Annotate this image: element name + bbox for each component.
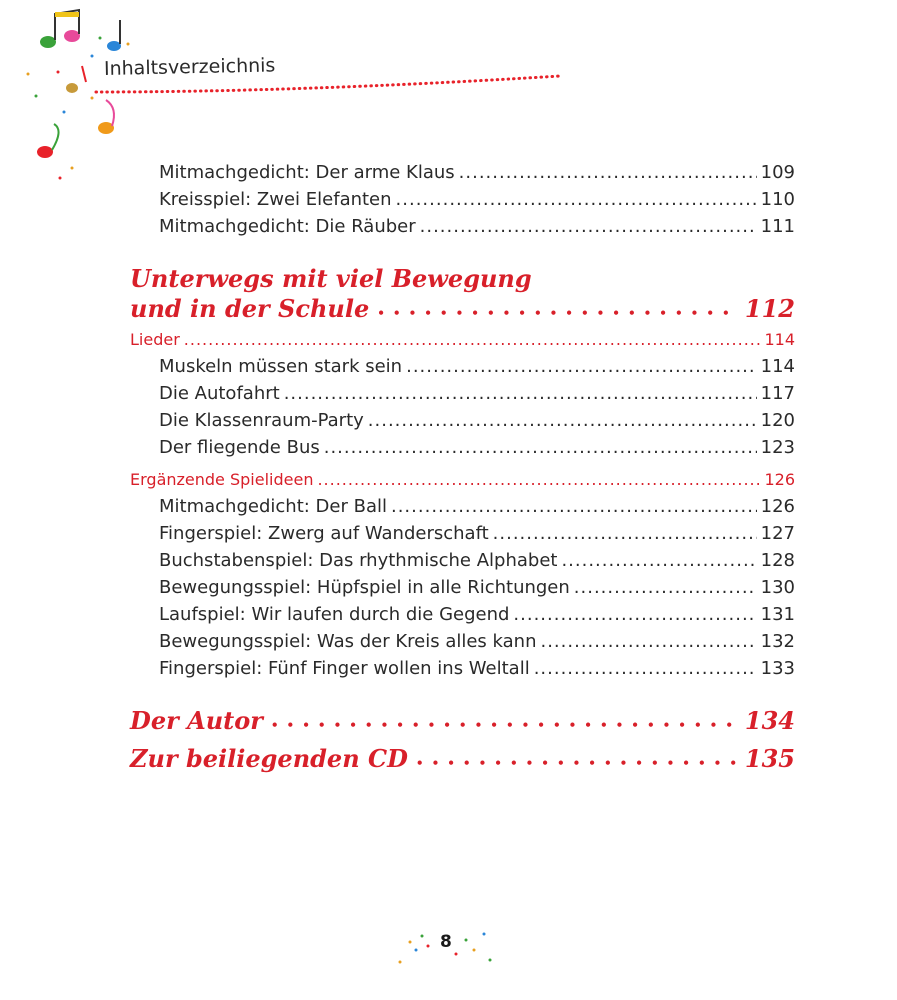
chapter-title-line1: Unterwegs mit viel Bewegung bbox=[130, 264, 532, 293]
chapter-page: 112 bbox=[744, 294, 795, 323]
toc-category-lieder[interactable] bbox=[130, 328, 795, 352]
entry-page: 111 bbox=[760, 216, 795, 237]
toc-entry[interactable] bbox=[159, 549, 795, 573]
entry-page: 109 bbox=[760, 162, 795, 183]
dot-leader bbox=[406, 355, 757, 379]
page-number: 8 bbox=[440, 932, 452, 952]
dot-leader bbox=[271, 706, 737, 740]
chapter-page: 135 bbox=[744, 744, 795, 773]
entry-page: 133 bbox=[760, 658, 795, 679]
toc-entry[interactable] bbox=[159, 576, 795, 600]
dot-leader bbox=[513, 603, 756, 627]
entry-title: Mitmachgedicht: Die Räuber bbox=[159, 216, 416, 237]
entry-page: 120 bbox=[760, 410, 795, 431]
dot-leader bbox=[324, 436, 757, 460]
dot-leader bbox=[420, 215, 757, 239]
entry-page: 128 bbox=[760, 550, 795, 571]
entry-title: Bewegungsspiel: Was der Kreis alles kann bbox=[159, 631, 537, 652]
entry-title: Buchstabenspiel: Das rhythmische Alphabet bbox=[159, 550, 558, 571]
dot-leader bbox=[574, 576, 757, 600]
category-title: Lieder bbox=[130, 330, 180, 349]
dot-leader bbox=[534, 657, 757, 681]
chapter-title: Zur beiliegenden CD bbox=[130, 744, 408, 773]
dot-leader bbox=[284, 382, 757, 406]
entry-title: Laufspiel: Wir laufen durch die Gegend bbox=[159, 604, 510, 625]
dot-leader bbox=[416, 744, 737, 778]
entry-page: 127 bbox=[760, 523, 795, 544]
chapter-title: Der Autor bbox=[130, 706, 263, 735]
chapter-heading-cd[interactable] bbox=[130, 744, 795, 778]
dot-leader bbox=[561, 549, 756, 573]
toc-entry[interactable] bbox=[159, 657, 795, 681]
entry-title: Mitmachgedicht: Der arme Klaus bbox=[159, 162, 455, 183]
entry-title: Muskeln müssen stark sein bbox=[159, 356, 403, 377]
toc-entry[interactable] bbox=[159, 215, 795, 239]
entry-title: Kreisspiel: Zwei Elefanten bbox=[159, 189, 392, 210]
chapter-title-line2: und in der Schule bbox=[130, 294, 370, 323]
dot-leader bbox=[184, 328, 761, 352]
toc-entry[interactable] bbox=[159, 382, 795, 406]
chapter-page: 134 bbox=[744, 706, 795, 735]
entry-page: 131 bbox=[760, 604, 795, 625]
category-page: 114 bbox=[764, 330, 795, 349]
entry-title: Fingerspiel: Zwerg auf Wanderschaft bbox=[159, 523, 489, 544]
toc-entry[interactable] bbox=[159, 436, 795, 460]
entry-page: 117 bbox=[760, 383, 795, 404]
entry-title: Bewegungsspiel: Hüpfspiel in alle Richtungen bbox=[159, 577, 570, 598]
toc-entry[interactable] bbox=[159, 630, 795, 654]
toc-entry[interactable] bbox=[159, 188, 795, 212]
toc-entry[interactable] bbox=[159, 495, 795, 519]
entry-title: Die Autofahrt bbox=[159, 383, 280, 404]
dot-leader bbox=[377, 294, 737, 328]
toc-entry[interactable] bbox=[159, 409, 795, 433]
entry-title: Fingerspiel: Fünf Finger wollen ins Weltall bbox=[159, 658, 530, 679]
entry-title: Die Klassenraum-Party bbox=[159, 410, 364, 431]
dot-leader bbox=[540, 630, 756, 654]
toc-entry[interactable] bbox=[159, 522, 795, 546]
dot-leader bbox=[368, 409, 757, 433]
entry-title: Mitmachgedicht: Der Ball bbox=[159, 496, 387, 517]
entry-page: 123 bbox=[760, 437, 795, 458]
dot-leader bbox=[391, 495, 757, 519]
dot-leader bbox=[317, 468, 760, 492]
header-title: Inhaltsverzeichnis bbox=[103, 54, 276, 80]
toc-entry[interactable] bbox=[159, 603, 795, 627]
toc-entry[interactable] bbox=[159, 355, 795, 379]
dot-leader bbox=[396, 188, 757, 212]
dot-leader bbox=[459, 161, 757, 185]
entry-title: Der fliegende Bus bbox=[159, 437, 320, 458]
entry-page: 114 bbox=[760, 356, 795, 377]
entry-page: 130 bbox=[760, 577, 795, 598]
dot-leader bbox=[493, 522, 757, 546]
entry-page: 132 bbox=[760, 631, 795, 652]
entry-page: 126 bbox=[760, 496, 795, 517]
toc-entry[interactable] bbox=[159, 161, 795, 185]
chapter-heading-unterwegs[interactable] bbox=[130, 264, 795, 328]
toc-category-spielideen[interactable] bbox=[130, 468, 795, 492]
category-title: Ergänzende Spielideen bbox=[130, 470, 314, 489]
category-page: 126 bbox=[764, 470, 795, 489]
chapter-heading-autor[interactable] bbox=[130, 706, 795, 740]
entry-page: 110 bbox=[760, 189, 795, 210]
